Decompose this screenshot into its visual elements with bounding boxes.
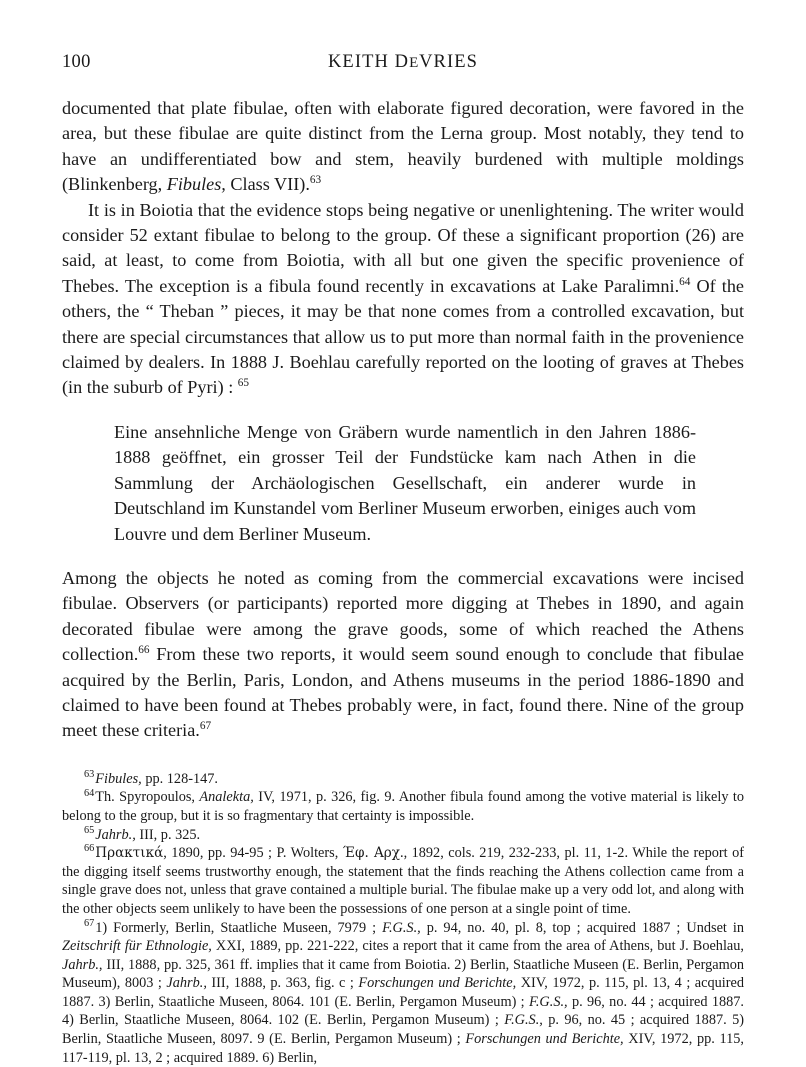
paragraph-2 [62,198,744,401]
footnote-number: 66 [84,843,94,854]
paragraph-2-text-b: Of the others, the “ Theban ” pieces, it may be that none comes from a controlled excavation, but there are special circumstances that allow us to put more than normal faith in the provenience claimed by dealers. In 1888 J. Boehlau carefully reported on the looting of graves at Thebes (in the suburb of Pyri) : [62,276,744,398]
paragraph-1 [62,96,744,198]
running-head-rest: VRIES [419,52,478,72]
paragraph-3-text-b: From these two reports, it would seem sound enough to conclude that fibulae acquired by the Berlin, Paris, London, and Athens museums in the period 1886-1890 and claimed to have been found at Thebes probably were, in fact, found there. Nine of the group meet these criteria. [62,644,744,740]
footnote-segment: F.G.S., [504,1012,543,1028]
footnote-segment: Έφ. Αρχ [343,845,400,861]
footnote-segment: Jahrb., [95,827,136,843]
footnote-63 [62,770,744,789]
running-head [62,52,744,86]
footnote-number: 67 [84,918,94,929]
page-number: 100 [62,52,91,73]
footnote-segment: Analekta, [199,789,253,805]
body-text [62,96,744,744]
footnote-segment: Zeitschrift für Ethnologie, [62,938,212,954]
footnote-ref-66: 66 [138,644,149,656]
footnote-segment: F.G.S., [382,920,421,936]
footnote-number: 63 [84,769,94,780]
footnote-segment: p. 94, no. 40, pl. 8, top ; acquired 1887 ; Undset in [421,920,744,936]
footnote-number: 65 [84,825,94,836]
footnote-segment: IV, 1971, p. 326, fig. 9. Another fibula found among the votive material is likely to belong to the group, but it is so fragmentary that certainty is impossible. [62,789,744,824]
footnote-segment: III, p. 325. [136,827,200,843]
block-quote-text: Eine ansehnliche Menge von Gräbern wurde namentlich in den Jahren 1886-1888 geöffnet, ein grosser Teil der Fundstücke kam nach Athen in die Sammlung der Archäologischen Gesellschaft, ein anderer wurde in Deutschland im Kunstandel vom Berliner Museum erworben, einiges auch vom Louvre und dem Berliner Museum. [114,420,696,547]
footnote-segment: Fibules, [95,771,141,787]
footnote-segment: F.G.S., [529,994,568,1010]
footnote-segment: III, 1888, pp. 325, 361 ff. implies that it came from Boiotia. 2) Berlin, Staatliche Museen (E. Berlin, Pergamon Museum), 8003 ; [62,957,744,992]
footnote-segment: Forschungen und Berichte, [358,975,516,991]
paragraph-1-text-b: Class VII). [226,174,310,194]
footnote-segment: XXI, 1889, pp. 221-222, cites a report that it came from the area of Athens, but J. Boehlau, [212,938,744,954]
footnote-ref-67: 67 [200,720,211,732]
paragraph-3-text-a: Among the objects he noted as coming from the commercial excavations were incised fibulae. Observers (or participants) reported more digging at Thebes in 1890, and again decorated fibulae were among the grave goods, some of which reached the Athens collection. [62,568,744,664]
footnote-ref-65: 65 [238,377,249,389]
footnote-segment: XIV, 1972, p. 115, pl. 13, 4 ; acquired 1887. 3) Berlin, Staatliche Museen, 8064. 101 (E. Berlin, Pergamon Museum) ; [62,975,744,1010]
footnote-segment: p. 96, no. 45 ; acquired 1887. 5) Berlin, Staatliche Museen, 8097. 9 (E. Berlin, Pergamon Museum) ; [62,1012,744,1047]
paragraph-1-text-a: documented that plate fibulae, often with elaborate figured decoration, were favored in the area, but these fibulae are quite distinct from the Lerna group. Most notably, they tend to have an undifferentiated bow and stem, heavily burdened with multiple moldings (Blinkenberg, [62,98,744,194]
footnote-segment: 1) Formerly, Berlin, Staatliche Museen, 7979 ; [95,920,382,936]
footnote-66 [62,844,744,918]
footnote-number: 64 [84,788,94,799]
footnote-segment: ., 1892, cols. 219, 232-233, pl. 11, 1-2. While the report of the digging itself seems trustworthy enough, the statement that the finds reaching the Athens collection came from a single grave does not, unless that grave contained a multiple burial. The fibulae make up a very odd lot, and along with the other objects seem unlikely to have been the possessions of one person at a single point of time. [62,845,744,917]
footnote-segment: Forschungen und Berichte, [465,1031,623,1047]
footnote-67 [62,919,744,1067]
footnote-segment: Jahrb., [166,975,207,991]
running-head-title [62,52,744,73]
block-quote [62,420,744,547]
running-head-smallcaps: E [409,55,419,71]
footnote-segment: Th. Spyropoulos, [95,789,199,805]
footnote-ref-63: 63 [310,174,321,186]
footnote-ref-64: 64 [679,276,690,288]
footnote-segment: III, 1888, p. 363, fig. c ; [207,975,358,991]
footnotes [62,770,744,1067]
paragraph-3 [62,566,744,744]
footnote-segment: pp. 128-147. [142,771,218,787]
paragraph-1-italic: Fibules, [167,174,226,194]
footnote-segment: Jahrb., [62,957,103,973]
footnote-segment: p. 96, no. 44 ; acquired 1887. 4) Berlin, Staatliche Museen, 8064. 102 (E. Berlin, Pergamon Museum) ; [62,994,744,1029]
footnote-segment: , 1890, pp. 94-95 ; P. Wolters, [163,845,342,861]
running-head-main: KEITH D [328,52,409,72]
paragraph-2-text-a: It is in Boiotia that the evidence stops being negative or unenlightening. The writer would consider 52 extant fibulae to belong to the group. Of these a significant proportion (26) are said, at least, to come from Boiotia, with all but one given the specific provenience of Thebes. The exception is a fibula found recently in excavations at Lake Paralimni. [62,200,744,296]
footnote-segment: Πρακτικά [95,845,163,861]
footnote-64 [62,788,744,825]
footnote-segment: XIV, 1972, pp. 115, 117-119, pl. 13, 2 ; acquired 1889. 6) Berlin, [62,1031,744,1066]
footnote-65 [62,826,744,845]
